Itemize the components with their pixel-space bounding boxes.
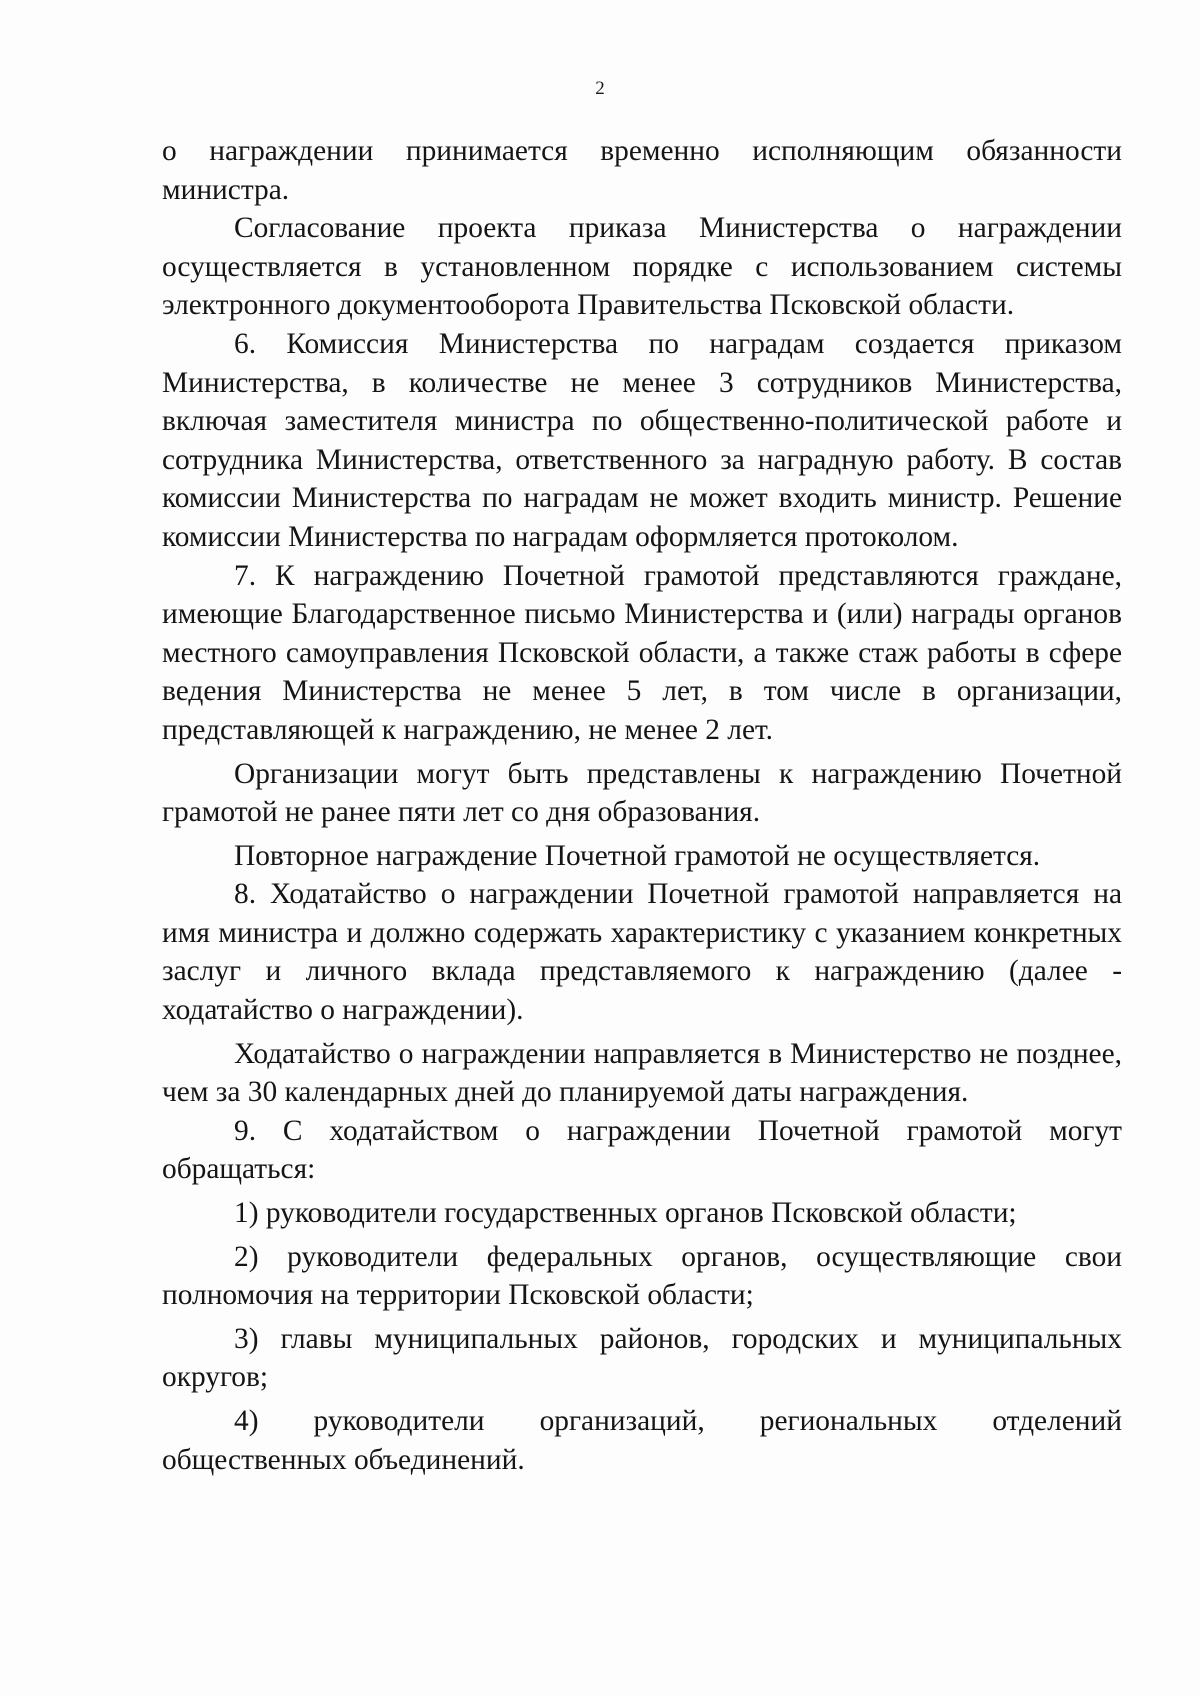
paragraph-repeat-award: Повторное награждение Почетной грамотой не осуществляется. <box>234 839 1041 872</box>
paragraph-item-6: 6. Комиссия Министерства по наградам создается приказом Министерства, в количестве не менее 3 сотрудников Министерства, включая заместителя министра по общественно-политической работе и сотрудника Министерства, ответственного за наградную работу. В состав комиссии Министерства по наградам не может входить министр. Решение комиссии Министерства по наградам оформляется протоколом. <box>162 327 1122 553</box>
paragraph-approval: Согласование проекта приказа Министерства о награждении осуществляется в установленном порядке с использованием системы электронного документооборота Правительства Псковской области. <box>162 212 1122 322</box>
list-item-1: 1) руководители государственных органов Псковской области; <box>234 1197 1017 1230</box>
paragraph-petition-deadline: Ходатайство о награждении направляется в Министерство не позднее, чем за 30 календарных дней до планируемой даты награждения. <box>162 1037 1122 1109</box>
paragraph-continuation: о награждении принимается временно исполняющим обязанности министра. <box>162 135 1122 206</box>
paragraph-item-8: 8. Ходатайство о награждении Почетной грамотой направляется на имя министра и должно содержать характеристику с указанием конкретных заслуг и личного вклада представляемого к награждению (далее - ходатайство о награждении). <box>162 878 1122 1027</box>
document-body <box>162 132 1122 1479</box>
paragraph-organizations: Организации могут быть представлены к награждению Почетной грамотой не ранее пяти лет со дня образования. <box>162 757 1122 829</box>
paragraph-item-9: 9. С ходатайством о награждении Почетной грамотой могут обращаться: <box>162 1114 1122 1186</box>
page-number: 2 <box>595 78 605 99</box>
list-item-3: 3) главы муниципальных районов, городских и муниципальных округов; <box>162 1322 1122 1394</box>
list-item-4: 4) руководители организаций, региональных отделений общественных объединений. <box>162 1405 1122 1476</box>
paragraph-item-7: 7. К награждению Почетной грамотой представляются граждане, имеющие Благодарственное письмо Министерства и (или) награды органов местного самоуправления Псковской области, а также стаж работы в сфере ведения Министерства не менее 5 лет, в том числе в организации, представляющей к награждению, не менее 2 лет. <box>162 559 1122 746</box>
list-item-2: 2) руководители федеральных органов, осуществляющие свои полномочия на территории Псковской области; <box>162 1240 1122 1312</box>
